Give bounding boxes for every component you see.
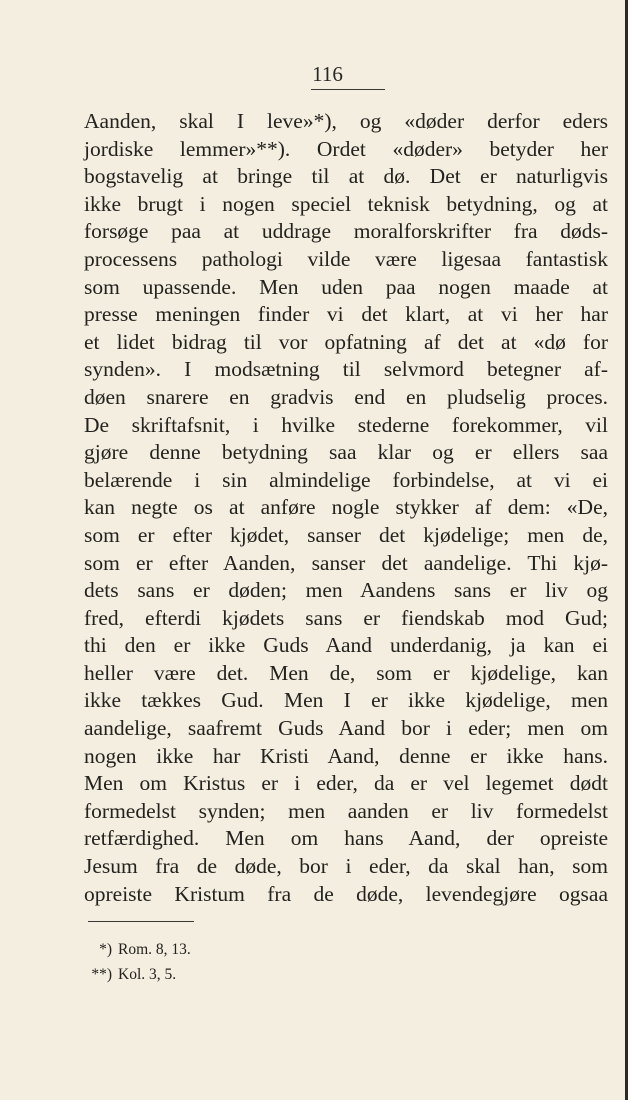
text-line: kan negte os at anføre nogle stykker af dem: «De,: [84, 495, 608, 520]
text-line: som er efter Aanden, sanser det aandelige. Thi kjø-: [84, 550, 608, 575]
footnote: [84, 962, 191, 987]
text-line: thi den er ikke Guds Aand underdanig, ja kan ei: [84, 633, 608, 658]
text-line: som upassende. Men uden paa nogen maade at: [84, 274, 608, 299]
text-line: døen snarere en gradvis end en pludselig proces.: [84, 384, 608, 409]
text-line: dets sans er døden; men Aandens sans er liv og: [84, 578, 608, 603]
footnote-mark: *): [99, 941, 112, 958]
text-line: ikke brugt i nogen speciel teknisk betydning, og at: [84, 191, 608, 216]
text-line: De skriftafsnit, i hvilke stederne forekommer, vil: [84, 412, 608, 437]
text-line: synden». I modsætning til selvmord betegner af-: [84, 357, 608, 382]
footnote: [84, 937, 191, 962]
text-line: ikke tækkes Gud. Men I er ikke kjødelige, men: [84, 688, 608, 713]
text-line: heller være det. Men de, som er kjødelige, kan: [84, 660, 608, 685]
text-line: formedelst synden; men aanden er liv formedelst: [84, 798, 608, 823]
footnote-rule: [88, 921, 194, 922]
text-line: nogen ikke har Kristi Aand, denne er ikke hans.: [84, 743, 608, 768]
text-line: Men om Kristus er i eder, da er vel legemet dødt: [84, 771, 608, 796]
footnotes: [84, 937, 191, 987]
text-line: Jesum fra de døde, bor i eder, da skal han, som: [84, 854, 608, 879]
page-number: 116: [312, 62, 343, 86]
footnote-text: Rom. 8, 13.: [118, 941, 191, 958]
text-line: belærende i sin almindelige forbindelse, at vi ei: [84, 467, 608, 492]
text-line: gjøre denne betydning saa klar og er ellers saa: [84, 440, 608, 465]
text-line: bogstavelig at bringe til at dø. Det er naturligvis: [84, 164, 608, 189]
text-line: forsøge paa at uddrage moralforskrifter fra døds-: [84, 219, 608, 244]
body-text: [84, 108, 608, 908]
footnote-text: Kol. 3, 5.: [118, 966, 177, 983]
text-line: processens pathologi vilde være ligesaa fantastisk: [84, 246, 608, 271]
page-number-rule: [311, 89, 385, 90]
text-line: Aanden, skal I leve»*), og «døder derfor eders: [84, 109, 608, 133]
text-line: et lidet bidrag til vor opfatning af det at «dø for: [84, 329, 608, 354]
text-line: presse meningen finder vi det klart, at vi her har: [84, 302, 608, 327]
text-line: retfærdighed. Men om hans Aand, der opreiste: [84, 826, 608, 851]
text-line: fred, efterdi kjødets sans er fiendskab mod Gud;: [84, 605, 608, 630]
footnote-mark: **): [91, 966, 112, 983]
text-line: opreiste Kristum fra de døde, levendegjøre ogsaa: [84, 881, 608, 906]
text-line: jordiske lemmer»**). Ordet «døder» betyder her: [84, 136, 608, 161]
text-line: aandelige, saafremt Guds Aand bor i eder; men om: [84, 716, 608, 741]
text-line: som er efter kjødet, sanser det kjødelige; men de,: [84, 522, 608, 547]
